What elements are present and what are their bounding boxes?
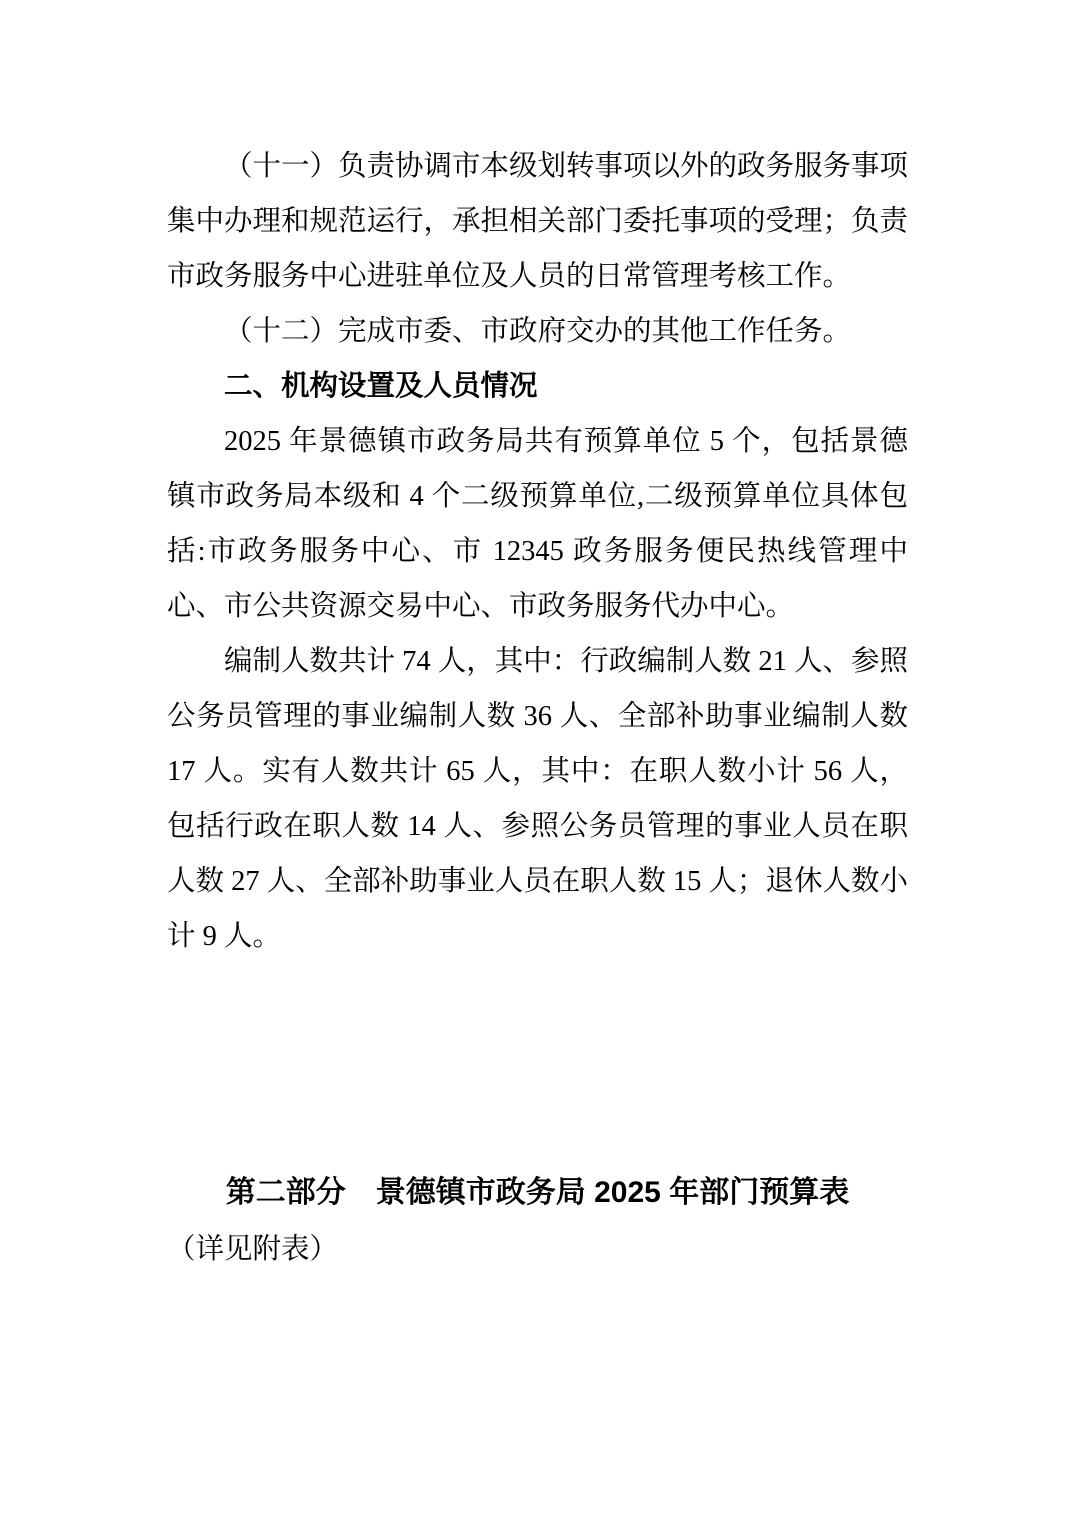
blank-gap bbox=[167, 964, 908, 1164]
paragraph-staffing: 编制人数共计 74 人，其中：行政编制人数 21 人、参照公务员管理的事业编制人数 36 人、全部补助事业编制人数 17 人。实有人数共计 65 人，其中：在职人数小计 56 人，包括行政在职人数 14 人、参照公务员管理的事业人员在职人数 27 人、全部补助事业人员在职人数 15 人；退休人数小计 9 人。 bbox=[167, 646, 909, 952]
paragraph-duty-12: （十二）完成市委、市政府交办的其他工作任务。 bbox=[224, 316, 852, 347]
paragraph-budget-units: 2025 年景德镇市政务局共有预算单位 5 个，包括景德镇市政务局本级和 4 个二级预算单位,二级预算单位具体包括:市政务服务中心、市 12345 政务服务便民热线管理中心、市公共资源交易中心、市政务服务代办中心。 bbox=[167, 426, 908, 622]
paragraph-duty-11: （十一）负责协调市本级划转事项以外的政务服务事项集中办理和规范运行，承担相关部门委托事项的受理；负责市政务服务中心进驻单位及人员的日常管理考核工作。 bbox=[167, 151, 909, 292]
document-content bbox=[167, 139, 908, 1277]
part2-title: 第二部分 景德镇市政务局 2025 年部门预算表 bbox=[225, 1176, 850, 1209]
attachment-note: （详见附表） bbox=[167, 1234, 339, 1265]
section-heading-org-staffing: 二、机构设置及人员情况 bbox=[224, 370, 538, 402]
